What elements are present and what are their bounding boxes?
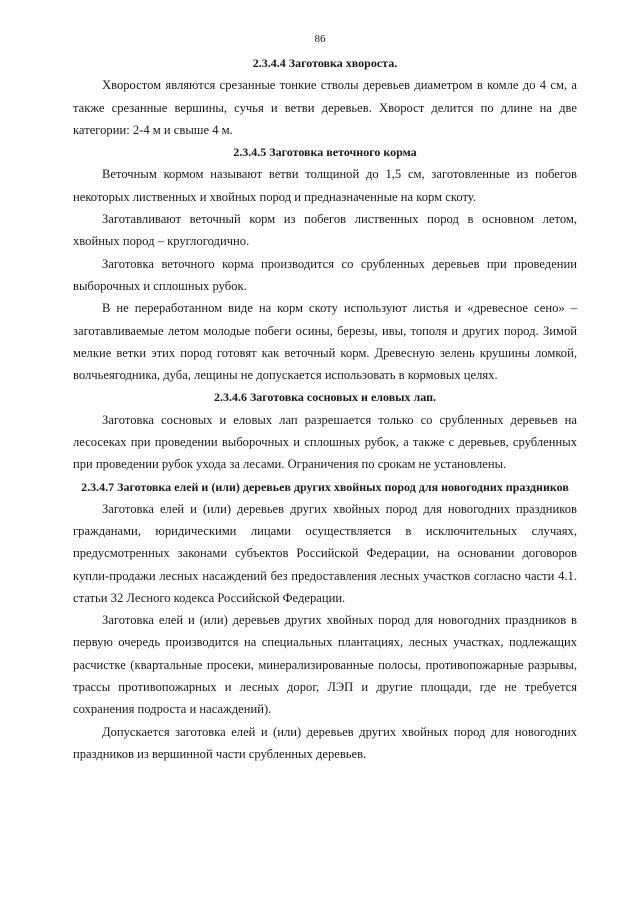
paragraph: Хворостом являются срезанные тонкие стволы деревьев диаметром в комле до 4 см, а также срезанные вершины, сучья и ветви деревьев. Хворост делится по длине на две категории: 2-4 м и свыше 4 м. xyxy=(73,78,577,137)
section-heading-conifer-branches: 2.3.4.6 Заготовка сосновых и еловых лап. xyxy=(213,390,437,405)
section-heading-brushwood: 2.3.4.4 Заготовка хвороста. xyxy=(252,56,398,70)
paragraph: Веточным кормом называют ветви толщиной до 1,5 см, заготовленные из побегов некоторых лиственных и хвойных пород и предназначенные на корм скоту. xyxy=(73,167,577,204)
paragraph: В не переработанном виде на корм скоту используют листья и «древесное сено» – заготавливаемые летом молодые побеги осины, березы, ивы, тополя и других пород. Зимой мелкие ветки этих пород готовят как веточный корм. Древесную зелень крушины ломкой, волчьеягодника, дуба, лещины не допускается использовать в кормовых целях. xyxy=(73,301,577,383)
paragraph: Заготовка веточного корма производится со срубленных деревьев при проведении выборочных и сплошных рубок. xyxy=(73,256,577,293)
section-heading-christmas-trees: 2.3.4.7 Заготовка елей и (или) деревьев других хвойных пород для новогодних праздников xyxy=(81,479,569,494)
section-heading-branch-fodder: 2.3.4.5 Заготовка веточного корма xyxy=(233,145,417,160)
paragraph: Заготовка елей и (или) деревьев других хвойных пород для новогодних праздников в первую очередь производится на специальных плантациях, лесных участках, подлежащих расчистке (квартальные просеки, минерализированные полосы, противопожарные разрывы, трассы противопожарных и лесных дорог, ЛЭП и другие площади, где не требуется сохранения подроста и насаждений). xyxy=(73,613,577,717)
page-content xyxy=(73,52,577,765)
paragraph: Допускается заготовка елей и (или) деревьев других хвойных пород для новогодних праздников из вершинной части срубленных деревьев. xyxy=(73,724,577,761)
page-number: 86 xyxy=(314,33,326,45)
paragraph: Заготовка елей и (или) деревьев других хвойных пород для новогодних праздников гражданами, юридическими лицами осуществляется в исключительных случаях, предусмотренных законами субъектов Российской Федерации, на основании договоров купли-продажи лесных насаждений без предоставления лесных участков согласно части 4.1. статьи 32 Лесного кодекса Российской Федерации. xyxy=(73,501,577,605)
paragraph: Заготавливают веточный корм из побегов лиственных пород в основном летом, хвойных пород – круглогодично. xyxy=(73,212,577,249)
paragraph: Заготовка сосновых и еловых лап разрешается только со срубленных деревьев на лесосеках при проведении выборочных и сплошных рубок, а также с деревьев, срубленных при проведении рубок ухода за лесами. Ограничения по срокам не установлены. xyxy=(73,412,577,472)
